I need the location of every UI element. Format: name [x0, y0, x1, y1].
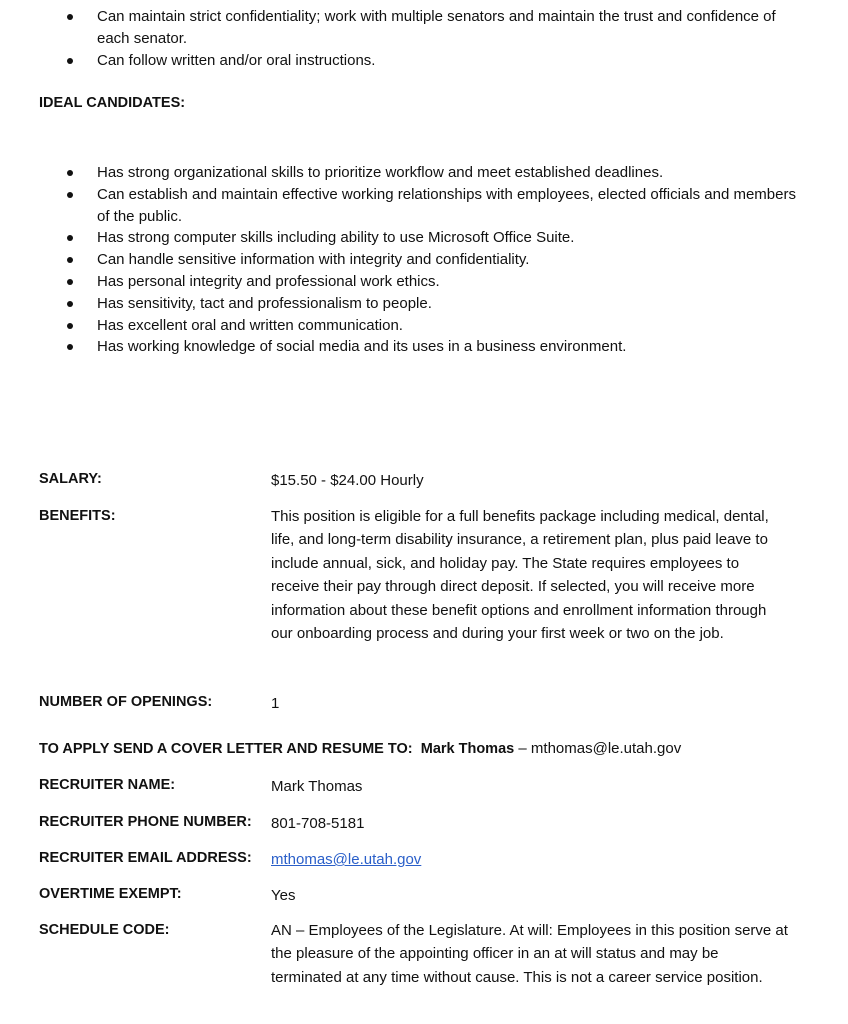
list-item [0, 315, 797, 337]
ideal-candidates-list [0, 162, 797, 358]
list-item [0, 184, 797, 228]
openings-value: 1 [271, 695, 280, 712]
ideal-candidates-heading: IDEAL CANDIDATES: [39, 95, 186, 111]
recruiter-phone-label: RECRUITER PHONE NUMBER: [39, 814, 252, 830]
list-item [0, 249, 797, 271]
benefits-value: This position is eligible for a full benefits package including medical, dental, life, and long-term disability insurance, a retirement plan, plus paid leave to include annual, sick, and holiday pay. The State requires employees to receive their pay through direct deposit. If selected, you will receive more information about these benefit options and enrollment information through our onboarding process and during your first week or two on the job. [271, 508, 769, 643]
bullet-icon [67, 170, 73, 176]
apply-contact-name: Mark Thomas [420, 741, 515, 757]
bullet-text: Has sensitivity, tact and professionalism to people. [97, 294, 432, 312]
list-item [0, 6, 797, 50]
salary-value: $15.50 - $24.00 Hourly [271, 472, 424, 489]
bullet-icon [67, 58, 73, 64]
list-item [0, 336, 797, 358]
recruiter-email-link[interactable]: mthomas@le.utah.gov [271, 851, 422, 868]
list-item [0, 50, 797, 72]
recruiter-email-cell [271, 848, 791, 871]
apply-instructions [39, 740, 681, 757]
recruiter-name-value: Mark Thomas [271, 778, 363, 795]
recruiter-email-label: RECRUITER EMAIL ADDRESS: [39, 850, 252, 866]
list-item [0, 271, 797, 293]
bullet-icon [67, 257, 73, 263]
bullet-text: Has excellent oral and written communication. [97, 316, 403, 334]
bullet-icon [67, 14, 73, 20]
bullet-text: Can handle sensitive information with integrity and confidentiality. [97, 251, 530, 269]
bullet-text: Can follow written and/or oral instructions. [97, 51, 376, 69]
bullet-text: Has strong computer skills including ability to use Microsoft Office Suite. [97, 229, 575, 247]
benefits-label: BENEFITS: [39, 508, 116, 524]
bullet-text: Can maintain strict confidentiality; work with multiple senators and maintain the trust and confidence of each senator. [97, 8, 776, 47]
bullet-icon [67, 192, 73, 198]
overtime-value: Yes [271, 887, 296, 904]
apply-email: mthomas@le.utah.gov [530, 740, 682, 757]
schedule-value: AN – Employees of the Legislature. At will: Employees in this position serve at the pleasure of the appointing officer in an at will status and may be terminated at any time without cause. This is not a career service position. [271, 922, 788, 986]
salary-label: SALARY: [39, 471, 102, 487]
top-bullet-list [0, 6, 797, 71]
schedule-label: SCHEDULE CODE: [39, 922, 170, 938]
bullet-icon [67, 301, 73, 307]
bullet-text: Has working knowledge of social media and its uses in a business environment. [97, 338, 627, 356]
recruiter-phone-value: 801-708-5181 [271, 815, 365, 832]
bullet-icon [67, 323, 73, 329]
list-item [0, 162, 797, 184]
bullet-icon [67, 235, 73, 241]
bullet-text: Has strong organizational skills to prioritize workflow and meet established deadlines. [97, 164, 664, 181]
apply-label: TO APPLY SEND A COVER LETTER AND RESUME TO: [39, 741, 413, 757]
openings-label: NUMBER OF OPENINGS: [39, 694, 213, 710]
recruiter-name-label: RECRUITER NAME: [39, 777, 176, 793]
bullet-text: Has personal integrity and professional work ethics. [97, 272, 440, 290]
overtime-label: OVERTIME EXEMPT: [39, 886, 182, 902]
bullet-icon [67, 279, 73, 285]
list-item [0, 227, 797, 249]
bullet-icon [67, 344, 73, 350]
bullet-text: Can establish and maintain effective working relationships with employees, elected officials and members of the public. [97, 185, 796, 225]
apply-separator: – [514, 740, 531, 757]
list-item [0, 293, 797, 315]
